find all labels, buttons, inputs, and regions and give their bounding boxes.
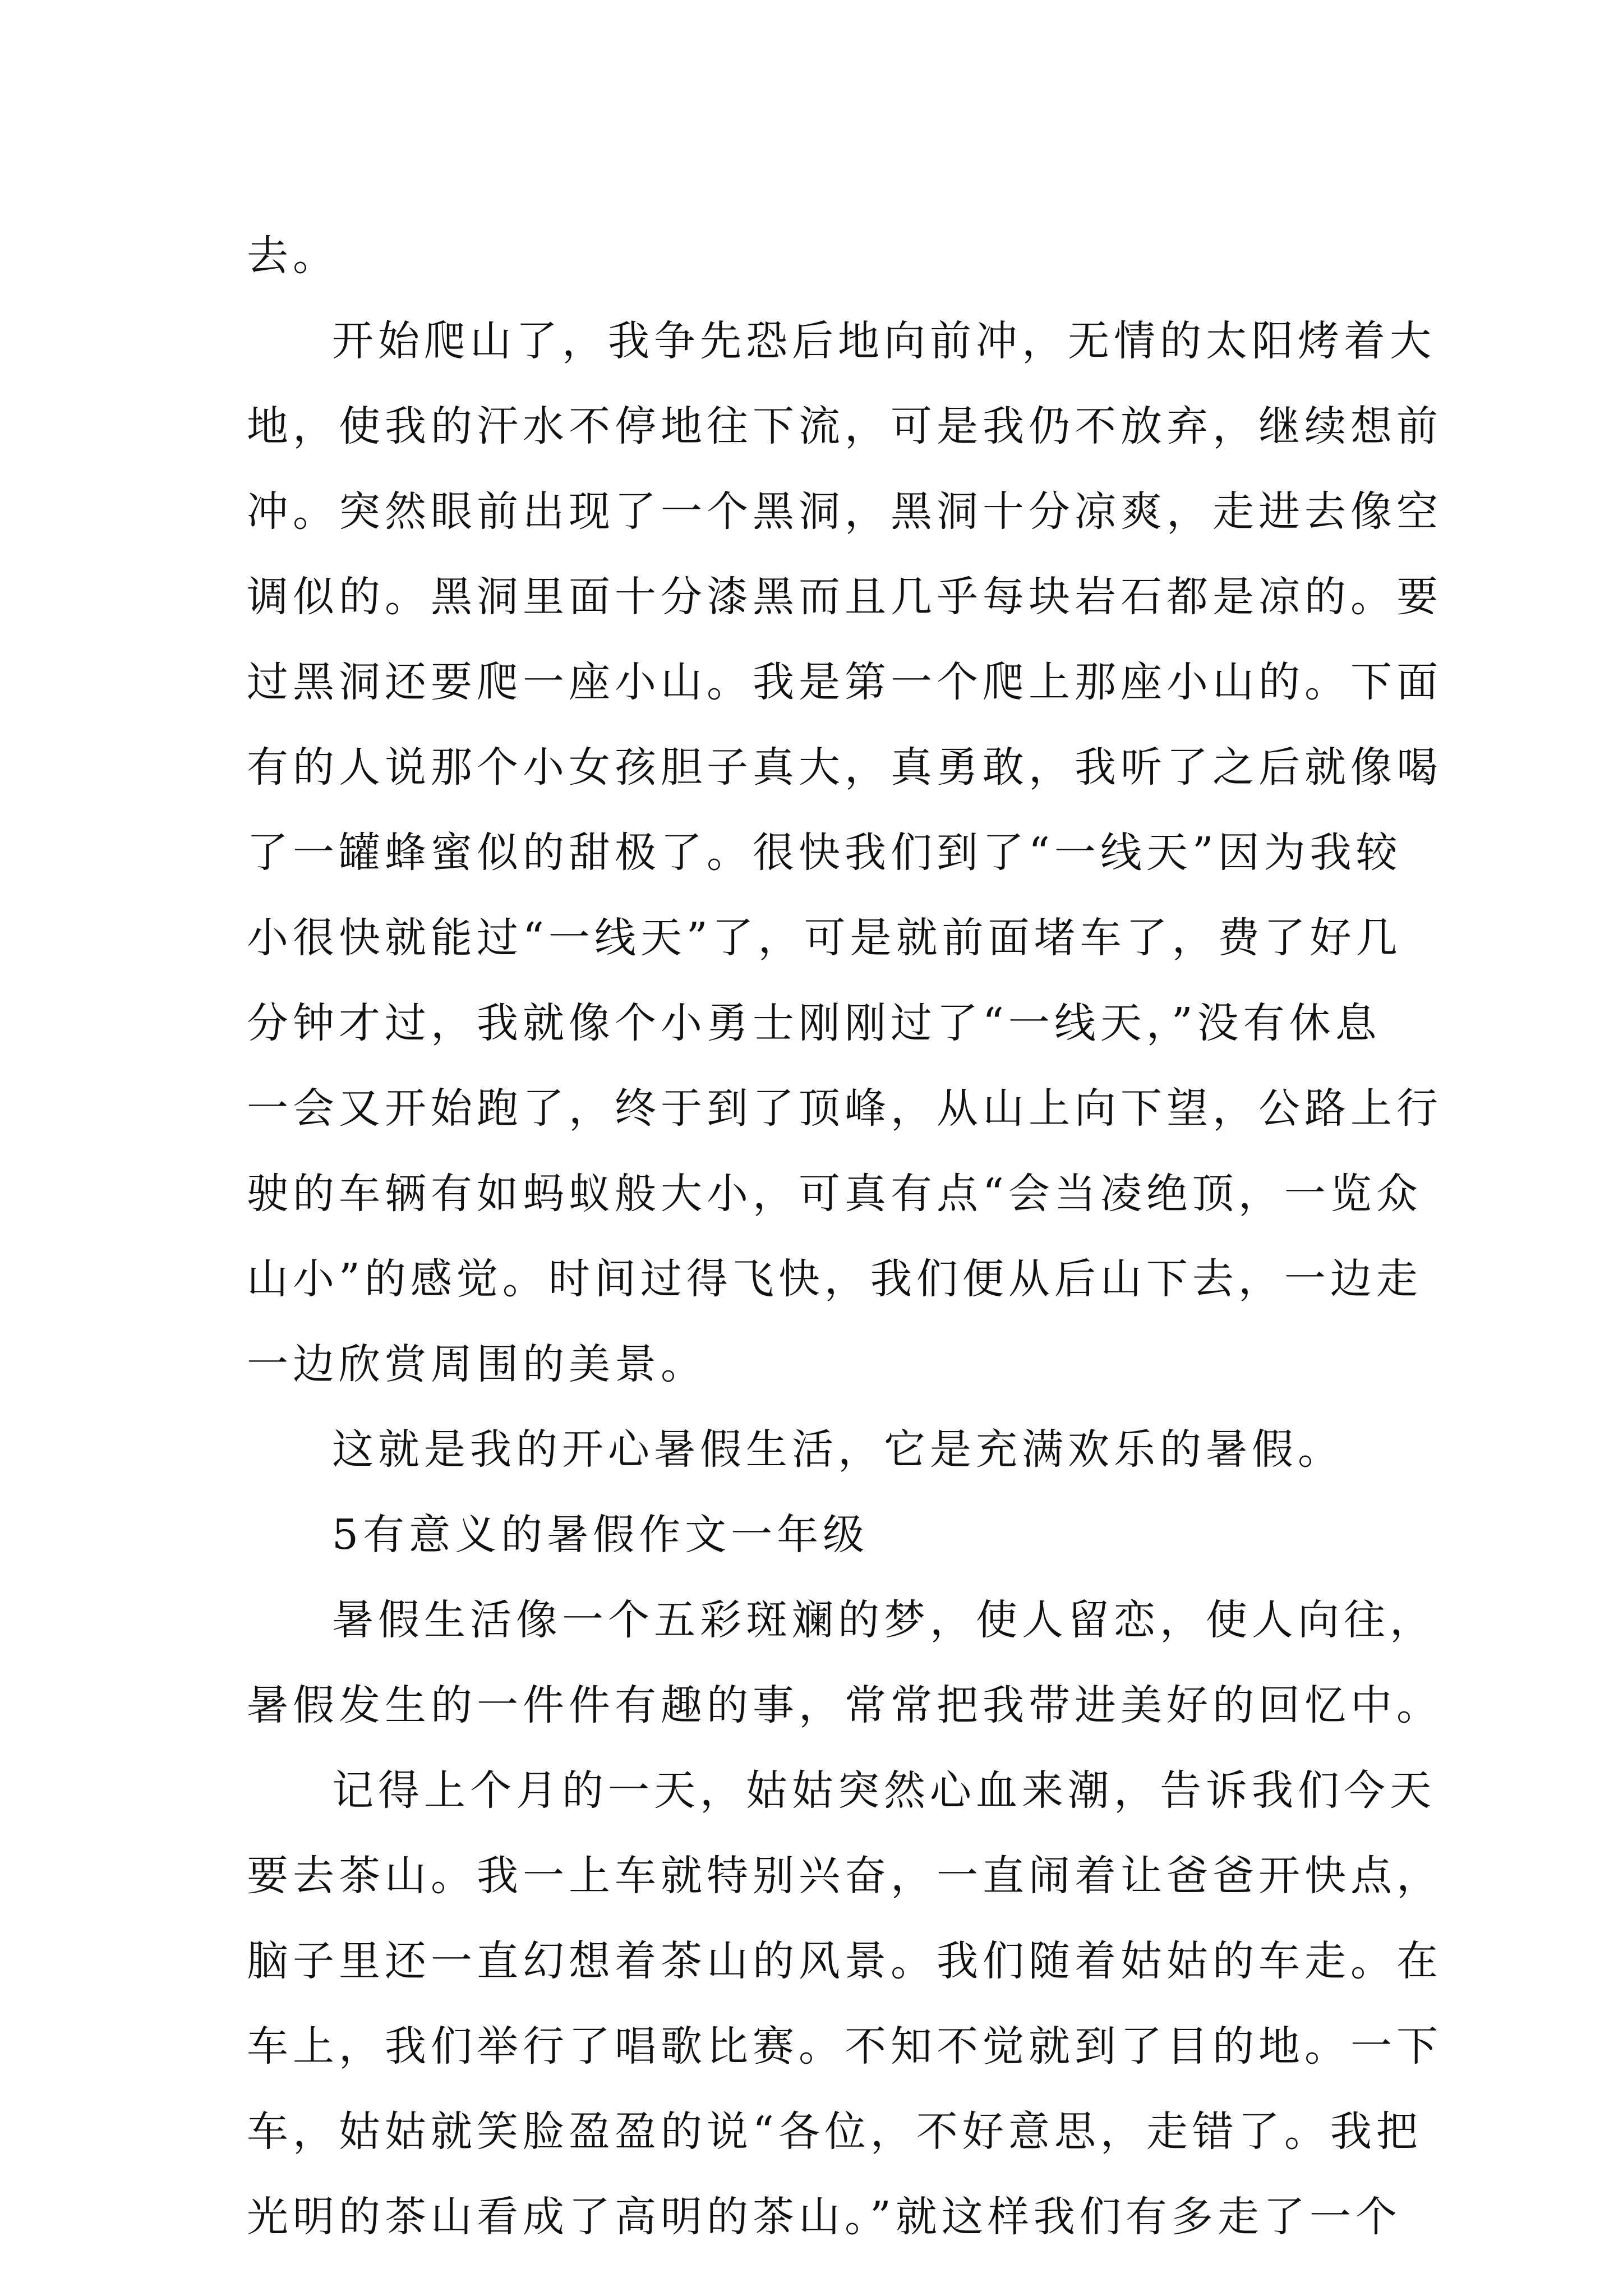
text-line: 这就是我的开心暑假生活，它是充满欢乐的暑假。	[332, 1425, 1344, 1474]
text-line: 车，姑姑就笑脸盈盈的说“各位，不好意思，走错了。我把	[247, 2108, 1422, 2156]
text-line: 过黑洞还要爬一座小山。我是第一个爬上那座小山的。下面	[247, 658, 1442, 706]
text-line: 一会又开始跑了，终于到了顶峰，从山上向下望，公路上行	[247, 1084, 1442, 1133]
text-line: 山小”的感觉。时间过得飞快，我们便从后山下去，一边走	[247, 1255, 1422, 1303]
text-line: 冲。突然眼前出现了一个黑洞，黑洞十分凉爽，走进去像空	[247, 487, 1442, 536]
text-line: 记得上个月的一天，姑姑突然心血来潮，告诉我们今天	[332, 1766, 1436, 1815]
text-line: 光明的茶山看成了高明的茶山。”就这样我们有多走了一个	[247, 2193, 1401, 2241]
text-line: 去。	[247, 232, 339, 280]
document-page	[247, 213, 1442, 2260]
text-line: 驶的车辆有如蚂蚁般大小，可真有点“会当凌绝顶，一览众	[247, 1170, 1422, 1218]
text-line: 要去茶山。我一上车就特别兴奋，一直闹着让爸爸开快点，	[247, 1852, 1442, 1900]
text-line: 暑假发生的一件件有趣的事，常常把我带进美好的回忆中。	[247, 1681, 1442, 1729]
text-line: 一边欣赏周围的美景。	[247, 1340, 707, 1388]
text-line: 地，使我的汗水不停地往下流，可是我仍不放弃，继续想前	[247, 402, 1442, 450]
text-line: 小很快就能过“一线天”了，可是就前面堵车了，费了好几	[247, 914, 1402, 962]
text-line: 脑子里还一直幻想着茶山的风景。我们随着姑姑的车走。在	[247, 1937, 1442, 1985]
text-line: 车上，我们举行了唱歌比赛。不知不觉就到了目的地。一下	[247, 2022, 1442, 2070]
text-line: 了一罐蜂蜜似的甜极了。很快我们到了“一线天”因为我较	[247, 829, 1402, 877]
text-line: 调似的。黑洞里面十分漆黑而且几乎每块岩石都是凉的。要	[247, 573, 1442, 621]
text-line: 有的人说那个小女孩胆子真大，真勇敢，我听了之后就像喝	[247, 743, 1442, 792]
text-line: 分钟才过，我就像个小勇士刚刚过了“一线天，”没有休息	[247, 999, 1381, 1047]
section-heading: 5有意义的暑假作文一年级	[332, 1511, 869, 1559]
text-line: 开始爬山了，我争先恐后地向前冲，无情的太阳烤着大	[332, 317, 1436, 365]
text-line: 暑假生活像一个五彩斑斓的梦，使人留恋，使人向往，	[332, 1596, 1436, 1644]
